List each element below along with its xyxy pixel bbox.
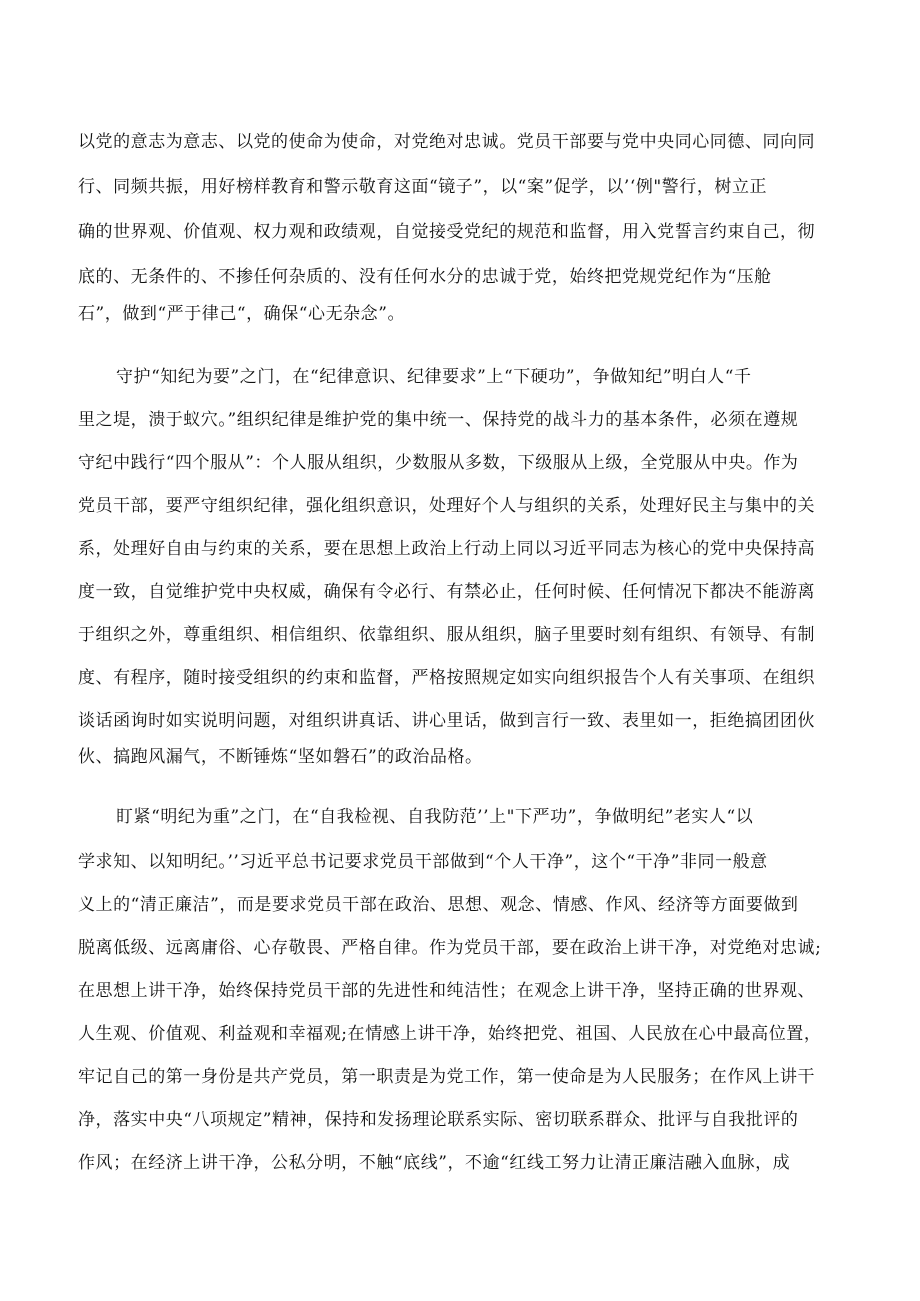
text-line: 党员干部，要严守组织纪律，强化组织意识，处理好个人与组织的关系，处理好民主与集中的关 [78,496,816,516]
text-line: 学求知、以知明纪。’’习近平总书记要求党员干部做到“个人干净”，这个“干净”非同一般意 [78,852,768,872]
text-line: 在思想上讲干净，始终保持党员干部的先进性和纯洁性；在观念上讲干净，坚持正确的世界观、 [78,981,816,1001]
paragraph-start-line: 盯紧“明纪为重”之门，在“自我检视、自我防范’’上"下严功”，争做明纪”老实人“以 [116,807,754,827]
text-line: 牢记自己的第一身份是共产党员，第一职责是为党工作，第一使命是为人民服务；在作风上讲干 [78,1067,816,1087]
text-line: 底的、无条件的、不掺任何杂质的、没有任何水分的忠诚于党，始终把党规党纪作为“压舱 [78,267,772,287]
text-line: 行、同频共振，用好榜样教育和警示敬育这面“镜子”，以“案”促学，以’‘例"警行，树立正 [78,177,768,197]
text-line: 里之堤，溃于蚁穴。”组织纪律是维护党的集中统一、保持党的战斗力的基本条件，必须在遵规 [78,410,799,430]
text-line: 谈话函询时如实说明问题，对组织讲真话、讲心里话，做到言行一致、表里如一，拒绝搞团团伙 [78,711,816,731]
text-line: 石”，做到“严于律己“，确保“心无杂念”。 [78,304,406,324]
text-line: 于组织之外，尊重组织、相信组织、依靠组织、服从组织，脑子里要时刻有组织、有领导、有制 [78,625,816,645]
text-line: 度一致，自觉维护党中央权威，确保有令必行、有禁必止，任何时候、任何情况下都决不能游离 [78,582,816,602]
paragraph-start-line: 守护“知纪为要”之门，在“纪律意识、纪律要求”上“下硬功”，争做知纪”明白人“千 [116,367,752,387]
text-line: 伙、搞跑风漏气，不断锤炼“坚如磐石”的政治品格。 [78,747,483,767]
text-line: 净，落实中央“八项规定”精神，保持和发扬理论联系实际、密切联系群众、批评与自我批评的 [78,1110,799,1130]
text-line: 度、有程序，随时接受组织的约束和监督，严格按照规定如实向组织报告个人有关事项、在组织 [78,668,816,688]
text-line: 人生观、价值观、利益观和幸福观;在情感上讲干净，始终把党、祖国、人民放在心中最高位置， [78,1024,822,1044]
text-line: 守纪中践行“四个服从”：个人服从组织，少数服从多数，下级服从上级，全党服从中央。作为 [78,453,799,473]
text-line: 脱离低级、远离庸俗、心存敬畏、严格自律。作为党员干部，要在政治上讲干净，对党绝对忠诚; [78,938,822,958]
text-line: 以党的意志为意志、以党的使命为使命，对党绝对忠诚。党员干部要与党中央同心同德、同向同 [78,132,816,152]
text-line: 确的世界观、价值观、权力观和政绩观，自觉接受党纪的规范和监督，用入党誓言约束自己，彻 [78,222,816,242]
text-line: 义上的“清正廉洁”，而是要求党员干部在政治、思想、观念、情感、作风、经济等方面要做到 [78,895,799,915]
text-line: 系，处理好自由与约束的关系，要在思想上政治上行动上同以习近平同志为核心的党中央保持高 [78,539,816,559]
text-line: 作风；在经济上讲干净，公私分明，不触“底线”，不逾“红线工努力让清正廉洁融入血脉，成 [78,1153,791,1173]
